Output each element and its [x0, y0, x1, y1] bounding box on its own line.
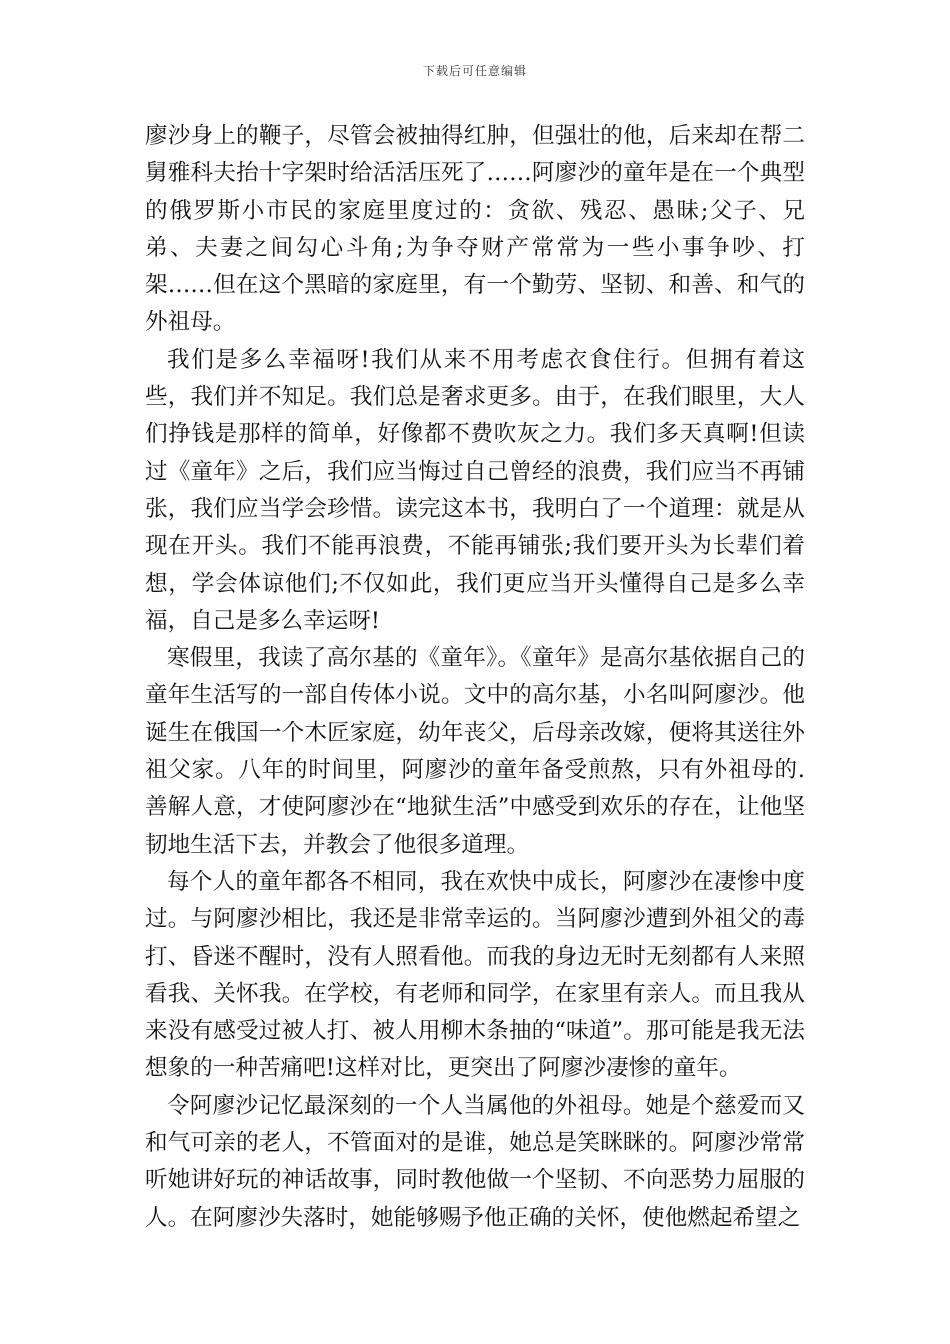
paragraph: 廖沙身上的鞭子，尽管会被抽得红肿，但强壮的他，后来却在帮二舅雅科夫抬十字架时给活活压死了……阿廖沙的童年是在一个典型的俄罗斯小市民的家庭里度过的：贪欲、残忍、愚昧;父子、兄弟、夫妻之间勾心斗角;为争夺财产常常为一些小事争吵、打架……但在这个黑暗的家庭里，有一个勤劳、坚韧、和善、和气的外祖母。 [145, 123, 805, 336]
paragraph: 令阿廖沙记忆最深刻的一个人当属他的外祖母。她是个慈爱而又和气可亲的老人，不管面对的是谁，她总是笑眯眯的。阿廖沙常常听她讲好玩的神话故事，同时教他做一个坚韧、不向恶势力屈服的人。在阿廖沙失落时，她能够赐予他正确的关怀，使他燃起希望之 [145, 1092, 805, 1231]
document-body [145, 118, 805, 1237]
paragraph: 寒假里，我读了高尔基的《童年》。《童年》是高尔基依据自己的童年生活写的一部自传体小说。文中的高尔基，小名叫阿廖沙。他诞生在俄国一个木匠家庭，幼年丧父，后母亲改嫁，便将其送往外祖父家。八年的时间里，阿廖沙的童年备受煎熬，只有外祖母的.善解人意，才使阿廖沙在“地狱生活”中感受到欢乐的存在，让他坚韧地生活下去，并教会了他很多道理。 [145, 645, 805, 858]
page-header-note: 下载后可任意编辑 [422, 64, 527, 78]
paragraph: 我们是多么幸福呀!我们从来不用考虑衣食住行。但拥有着这些，我们并不知足。我们总是奢求更多。由于，在我们眼里，大人们挣钱是那样的简单，好像都不费吹灰之力。我们多天真啊!但读过《童年》之后，我们应当悔过自己曾经的浪费，我们应当不再铺张，我们应当学会珍惜。读完这本书，我明白了一个道理：就是从现在开头。我们不能再浪费，不能再铺张;我们要开头为长辈们着想，学会体谅他们;不仅如此，我们更应当开头懂得自己是多么幸福，自己是多么幸运呀! [145, 346, 805, 634]
paragraph: 每个人的童年都各不相同，我在欢快中成长，阿廖沙在凄惨中度过。与阿廖沙相比，我还是非常幸运的。当阿廖沙遭到外祖父的毒打、昏迷不醒时，没有人照看他。而我的身边无时无刻都有人来照看我、关怀我。在学校，有老师和同学，在家里有亲人。而且我从来没有感受过被人打、被人用柳木条抽的“味道”。那可能是我无法想象的一种苦痛吧!这样对比，更突出了阿廖沙凄惨的童年。 [145, 868, 805, 1082]
